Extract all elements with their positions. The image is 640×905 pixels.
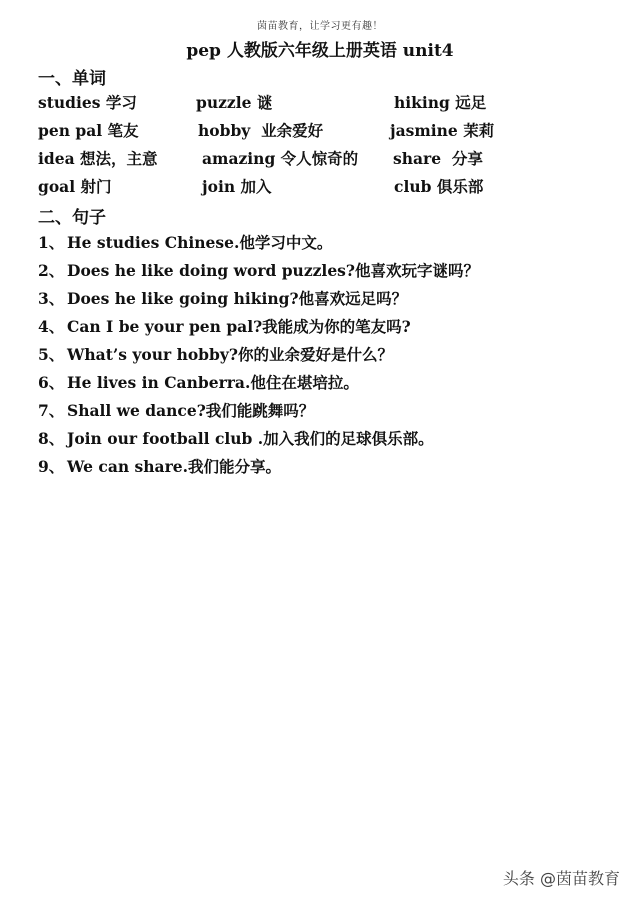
list-item <box>38 455 618 483</box>
vocab-row <box>38 147 618 175</box>
sentence-text: Does he like doing word puzzles?他喜欢玩字谜吗？ <box>67 261 479 280</box>
sentence-text: Shall we dance?我们能跳舞吗？ <box>67 401 315 420</box>
list-item <box>38 259 618 287</box>
list-item <box>38 427 618 455</box>
sentence-number: 2、 <box>38 261 65 280</box>
sentence-number: 3、 <box>38 289 65 308</box>
vocab-row <box>38 119 618 147</box>
list-item <box>38 343 618 371</box>
sentence-number: 1、 <box>38 233 65 252</box>
vocab-row <box>38 175 618 203</box>
sentence-text: He lives in Canberra.他住在堪培拉。 <box>67 373 359 392</box>
vocab-item: goal 射门 <box>38 177 112 196</box>
sentence-text: Does he like going hiking?他喜欢远足吗？ <box>67 289 408 308</box>
sentence-text: What’s your hobby?你的业余爱好是什么？ <box>67 345 393 364</box>
vocab-item: hobby 业余爱好 <box>198 121 324 140</box>
section-heading-sentences: 二、句子 <box>38 208 106 228</box>
vocab-item: puzzle 谜 <box>196 93 273 112</box>
watermark: 头条 @茵苗教育 <box>502 869 620 888</box>
sentence-text: Join our football club .加入我们的足球俱乐部。 <box>67 429 434 448</box>
vocabulary-table <box>38 91 618 203</box>
vocab-item: club 俱乐部 <box>394 177 484 196</box>
vocab-item: amazing 令人惊奇的 <box>202 149 359 168</box>
list-item <box>38 231 618 259</box>
vocab-item: hiking 远足 <box>394 93 487 112</box>
sentence-number: 5、 <box>38 345 65 364</box>
vocab-row <box>38 91 618 119</box>
vocab-item: idea 想法，主意 <box>38 149 158 168</box>
sentence-number: 4、 <box>38 317 65 336</box>
vocab-item: pen pal 笔友 <box>38 121 139 140</box>
vocab-item: jasmine 茉莉 <box>390 121 495 140</box>
sentence-text: He studies Chinese.他学习中文。 <box>67 233 333 252</box>
sentence-number: 6、 <box>38 373 65 392</box>
list-item <box>38 371 618 399</box>
sentence-number: 9、 <box>38 457 65 476</box>
list-item <box>38 399 618 427</box>
sentence-number: 8、 <box>38 429 65 448</box>
section-heading-vocabulary: 一、单词 <box>38 69 106 89</box>
sentence-list <box>38 231 618 483</box>
list-item <box>38 287 618 315</box>
sentence-number: 7、 <box>38 401 65 420</box>
header-note: 茵苗教育，让学习更有趣！ <box>257 21 383 32</box>
list-item <box>38 315 618 343</box>
sentence-text: Can I be your pen pal?我能成为你的笔友吗? <box>67 317 411 336</box>
sentence-text: We can share.我们能分享。 <box>67 457 282 476</box>
vocab-item: join 加入 <box>202 177 272 196</box>
document-title: pep 人教版六年级上册英语 unit4 <box>186 41 454 61</box>
vocab-item: share 分享 <box>393 149 483 168</box>
vocab-item: studies 学习 <box>38 93 137 112</box>
